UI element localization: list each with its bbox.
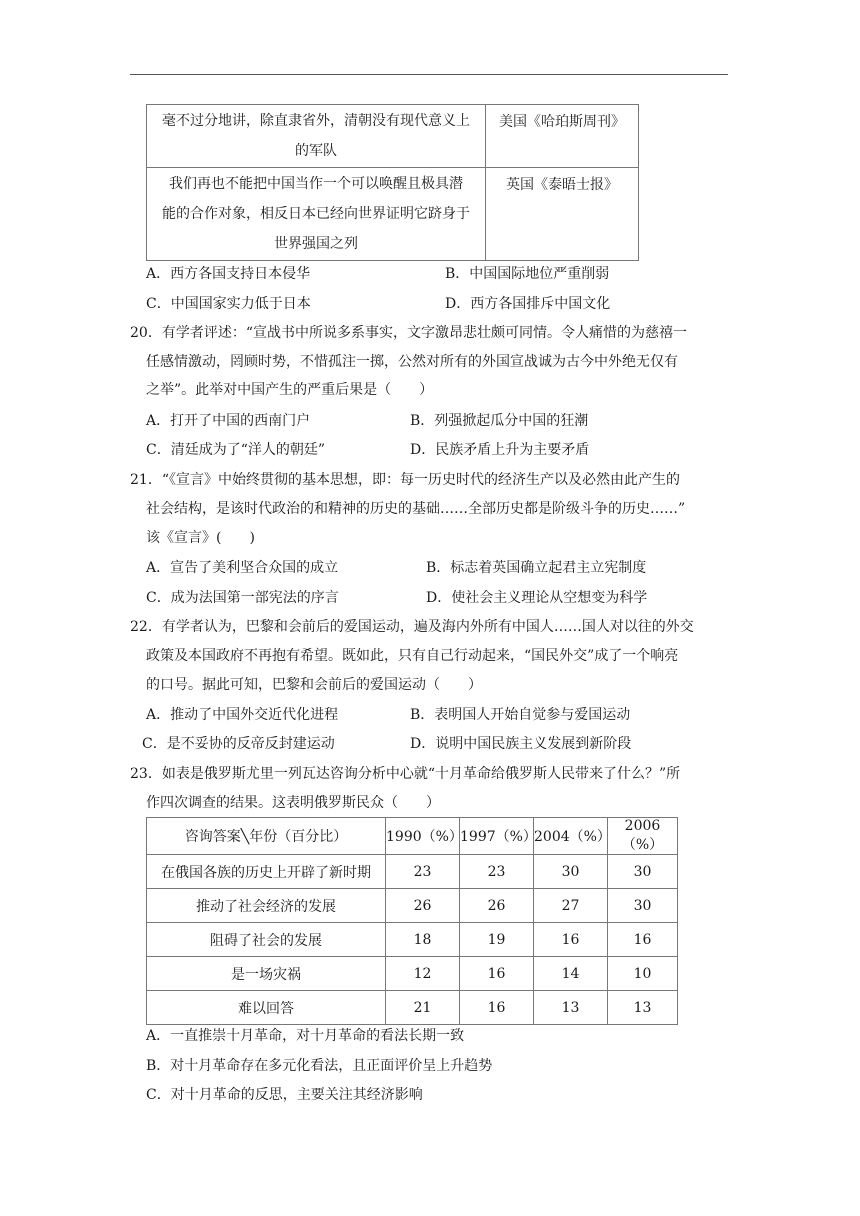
option-a[interactable]: A．推动了中国外交近代化进程 [146, 707, 339, 723]
table-row [147, 923, 678, 957]
option-c[interactable]: C．清廷成为了“洋人的朝廷” [146, 442, 326, 458]
quote-text-line: 能的合作对象，相反日本已经向世界证明它跻身于 [162, 206, 470, 222]
value-cell: 13 [608, 991, 678, 1025]
table-row [147, 168, 639, 261]
option-d[interactable]: D．使社会主义理论从空想变为科学 [426, 590, 648, 606]
answer-cell: 阻碍了社会的发展 [147, 923, 386, 957]
option-a[interactable]: A．西方各国支持日本侵华 [146, 266, 311, 282]
header-cell: 1990（%） [386, 818, 460, 855]
question-21-stem: 21．“《宣言》中始终贯彻的基本思想，即：每一历史时代的经济生产以及必然由此产生的 [130, 472, 680, 488]
option-d[interactable]: D．民族矛盾上升为主要矛盾 [410, 442, 590, 458]
table-header-row [147, 818, 678, 855]
question-23-stem: 23．如表是俄罗斯尤里一列瓦达咨询分析中心就“十月革命给俄罗斯人民带来了什么？”所 [130, 766, 681, 782]
option-c[interactable]: C．是不妥协的反帝反封建运动 [142, 736, 335, 752]
quote-source: 英国《泰晤士报》 [506, 177, 618, 193]
table-row [147, 105, 639, 168]
answer-cell: 推动了社会经济的发展 [147, 889, 386, 923]
quote-text-line: 毫不过分地讲，除直隶省外，清朝没有现代意义上 [162, 113, 470, 129]
quote-table [146, 104, 639, 261]
value-cell: 14 [534, 957, 608, 991]
question-20-stem: 之举”。此举对中国产生的严重后果是（ ） [146, 382, 434, 398]
value-cell: 19 [460, 923, 534, 957]
value-cell: 27 [534, 889, 608, 923]
question-22-stem: 22．有学者认为，巴黎和会前后的爱国运动，遍及海内外所有中国人……国人对以往的外交 [130, 619, 694, 635]
value-cell: 26 [386, 889, 460, 923]
option-b[interactable]: B．列强掀起瓜分中国的狂潮 [410, 413, 589, 429]
option-b[interactable]: B．标志着英国确立起君主立宪制度 [426, 560, 647, 576]
source-cell [486, 105, 639, 168]
value-cell: 21 [386, 991, 460, 1025]
header-cell: 咨询答案╲年份（百分比） [147, 818, 386, 855]
quote-cell [147, 168, 486, 261]
quote-source: 美国《哈珀斯周刊》 [499, 114, 625, 130]
quote-text-line: 我们再也不能把中国当作一个可以唤醒且极具潜 [169, 176, 463, 192]
question-22-stem: 的口号。据此可知，巴黎和会前后的爱国运动（ ） [146, 677, 482, 693]
header-cell: 2004（%） [534, 818, 608, 855]
question-22-stem: 政策及本国政府不再抱有希望。既如此，只有自己行动起来，“国民外交”成了一个响亮 [146, 648, 679, 664]
table-row [147, 991, 678, 1025]
value-cell: 18 [386, 923, 460, 957]
header-rule [130, 74, 728, 75]
option-c[interactable]: C．成为法国第一部宪法的序言 [146, 590, 339, 606]
value-cell: 30 [534, 855, 608, 889]
value-cell: 10 [608, 957, 678, 991]
value-cell: 16 [608, 923, 678, 957]
quote-cell [147, 105, 486, 168]
table-row [147, 855, 678, 889]
option-a[interactable]: A．打开了中国的西南门户 [146, 413, 311, 429]
question-23-stem: 作四次调查的结果。这表明俄罗斯民众（ ） [146, 795, 440, 811]
option-b[interactable]: B．对十月革命存在多元化看法，且正面评价呈上升趋势 [146, 1058, 493, 1074]
value-cell: 30 [608, 855, 678, 889]
value-cell: 16 [460, 991, 534, 1025]
option-d[interactable]: D．说明中国民族主义发展到新阶段 [410, 736, 632, 752]
answer-cell: 难以回答 [147, 991, 386, 1025]
question-21-stem: 该《宣言》( ) [146, 530, 255, 546]
quote-text-line: 的军队 [295, 143, 337, 159]
answer-cell: 在俄国各族的历史上开辟了新时期 [147, 855, 386, 889]
value-cell: 12 [386, 957, 460, 991]
option-b[interactable]: B．中国国际地位严重削弱 [445, 266, 610, 282]
question-20-stem: 20．有学者评述：“宣战书中所说多系事实，文字激昂悲壮颇可同情。令人痛惜的为慈禧一 [130, 325, 687, 341]
option-a[interactable]: A．宣告了美利坚合众国的成立 [146, 560, 339, 576]
survey-table [146, 817, 678, 1025]
quote-text-line: 世界强国之列 [274, 236, 358, 252]
question-21-stem: 社会结构，是该时代政治的和精神的历史的基础……全部历史都是阶级斗争的历史……” [146, 501, 686, 517]
option-b[interactable]: B．表明国人开始自觉参与爱国运动 [410, 707, 631, 723]
value-cell: 26 [460, 889, 534, 923]
table-row [147, 889, 678, 923]
value-cell: 16 [460, 957, 534, 991]
value-cell: 23 [460, 855, 534, 889]
question-20-stem: 任感情激动，罔顾时势，不惜孤注一掷，公然对所有的外国宣战诚为古今中外绝无仅有 [146, 354, 678, 370]
header-cell: 2006（%） [608, 818, 678, 855]
option-c[interactable]: C．中国国家实力低于日本 [146, 296, 311, 312]
answer-cell: 是一场灾祸 [147, 957, 386, 991]
option-d[interactable]: D．西方各国排斥中国文化 [445, 296, 611, 312]
table-row [147, 957, 678, 991]
option-a[interactable]: A．一直推崇十月革命，对十月革命的看法长期一致 [146, 1028, 465, 1044]
value-cell: 23 [386, 855, 460, 889]
value-cell: 13 [534, 991, 608, 1025]
option-c[interactable]: C．对十月革命的反思，主要关注其经济影响 [146, 1087, 423, 1103]
source-cell [486, 168, 639, 261]
header-cell: 1997（%） [460, 818, 534, 855]
value-cell: 30 [608, 889, 678, 923]
value-cell: 16 [534, 923, 608, 957]
